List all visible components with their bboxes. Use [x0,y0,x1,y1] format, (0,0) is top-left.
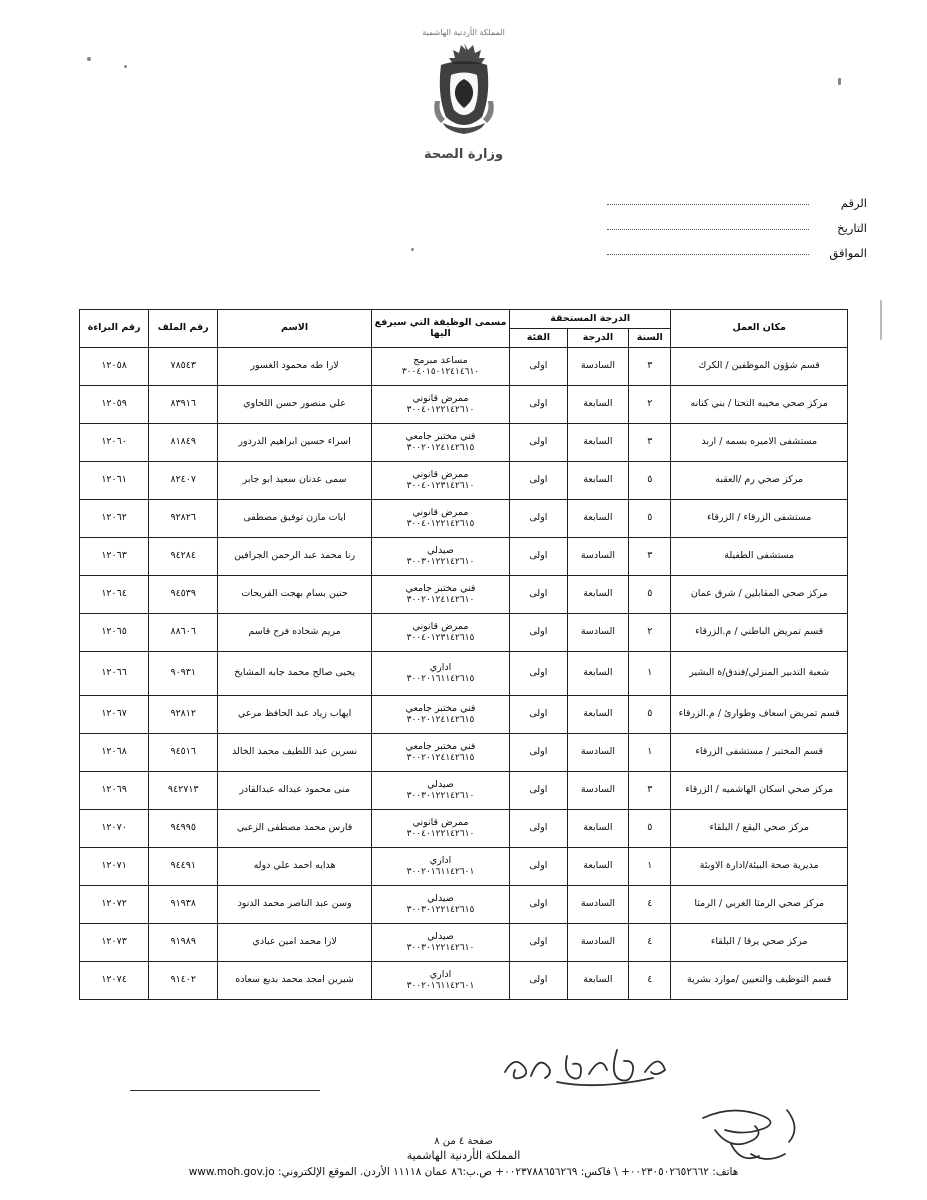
cell-job [371,385,509,423]
cell-name: ايات مازن توفيق مصطفى [218,499,372,537]
cell-job-code: ٣٠٠٢٠١٦١١٤٢٦٠١ [406,866,475,877]
table-row [80,499,848,537]
cell-decree: ١٢٠٦٥ [80,613,149,651]
cell-file: ٧٨٥٤٣ [149,347,218,385]
reference-line-date [607,221,867,235]
cell-year: ٣ [629,771,671,809]
cell-category: اولى [510,537,568,575]
contact-line [0,1166,927,1178]
cell-job-title: صيدلي [427,930,454,942]
cell-grade: السابعة [567,461,628,499]
cell-job-title: اداري [429,854,452,866]
cell-place: مركز صحي اسكان الهاشميه / الزرقاء [671,771,848,809]
emblem-caption: المملكة الأردنية الهاشمية [422,28,505,37]
cell-place: قسم التوظيف والتعيين /موارد بشرية [671,961,848,999]
cell-name: حنين بسام بهجت الفريحات [218,575,372,613]
cell-year: ٣ [629,537,671,575]
cell-place: مديرية صحة البيئة/ادارة الاوبئة [671,847,848,885]
cell-decree: ١٢٠٥٨ [80,347,149,385]
footer-separator [130,1090,320,1091]
cell-place: قسم تمريض اسعاف وطوارئ / م.الزرقاء [671,695,848,733]
cell-grade: السابعة [567,385,628,423]
cell-place: مركز صحي المقابلين / شرق عمان [671,575,848,613]
cell-category: اولى [510,847,568,885]
reference-label: الرقم [840,196,867,210]
cell-category: اولى [510,923,568,961]
cell-category: اولى [510,499,568,537]
cell-name: لارا محمد امين عبادي [218,923,372,961]
cell-name: سمى عدنان سعيد ابو جابر [218,461,372,499]
reference-lines [607,196,867,271]
table-row [80,771,848,809]
cell-place: مستشفى الزرقاء / الزرقاء [671,499,848,537]
reference-label: المواقق [829,246,867,260]
cell-job-title: اداري [429,661,452,673]
cell-place: مركز صحي الرمثا الغربي / الرمثا [671,885,848,923]
cell-name: لارا طه محمود الغسور [218,347,372,385]
cell-job [371,651,509,695]
reference-label: التاريخ [837,221,867,235]
cell-file: ٩٤٤٩١ [149,847,218,885]
cell-job-title: ممرض قانوني [412,392,469,404]
cell-job [371,809,509,847]
cell-decree: ١٢٠٧٢ [80,885,149,923]
cell-year: ١ [629,651,671,695]
cell-name: منى محمود عبداله عبدالقادر [218,771,372,809]
cell-place: مركز صحي رم /العقبه [671,461,848,499]
document-header [0,28,927,162]
cell-year: ٣ [629,423,671,461]
cell-job-code: ٣٠٠٤٠١٢٢١٤٢٦١٠ [406,404,475,415]
cell-place: قسم المختبر / مستشفى الزرقاء [671,733,848,771]
cell-name: شيرين امجد محمد بديع سعاده [218,961,372,999]
cell-file: ٩٤٥١٦ [149,733,218,771]
cell-file: ٨٣٩١٦ [149,385,218,423]
cell-file: ٩١٩٣٨ [149,885,218,923]
cell-job-code: ٣٠٠٤٠١٢٣١٤٢٦١٥ [406,632,475,643]
dotted-fill [607,244,809,255]
cell-job-title: صيدلي [427,544,454,556]
cell-job [371,537,509,575]
cell-file: ٩٢٨١٢ [149,695,218,733]
cell-job-title: فني مختبر جامعي [405,740,476,752]
cell-job [371,499,509,537]
cell-decree: ١٢٠٦٤ [80,575,149,613]
cell-category: اولى [510,885,568,923]
cell-job-title: فني مختبر جامعي [405,702,476,714]
promotions-table [79,309,848,1000]
cell-name: ايهاب زياد عبد الحافظ مرعي [218,695,372,733]
cell-file: ٩١٩٨٩ [149,923,218,961]
table-row [80,733,848,771]
cell-grade: السابعة [567,651,628,695]
cell-file: ٩١٤٠٢ [149,961,218,999]
cell-year: ٢ [629,385,671,423]
cell-job [371,885,509,923]
cell-grade: السادسة [567,771,628,809]
cell-grade: السابعة [567,961,628,999]
cell-year: ٥ [629,809,671,847]
header-year: السنة [629,328,671,347]
header-decree-number: رقم البراءة [80,310,149,348]
page-number: صفحة ٤ من ٨ [434,1136,493,1147]
dotted-fill [607,194,809,205]
cell-decree: ١٢٠٦٧ [80,695,149,733]
cell-year: ١ [629,847,671,885]
cell-place: قسم تمريض الباطني / م.الزرقاء [671,613,848,651]
cell-name: علي منصور حسن اللحاوي [218,385,372,423]
cell-job-title: مساعد مبرمج [413,354,468,366]
table-row [80,651,848,695]
ministry-name: وزارة الصحة [423,147,504,162]
cell-job-code: ٣٠٠٢٠١٢٤١٤٢٦١٥ [406,442,475,453]
cell-job-title: صيدلي [427,892,454,904]
cell-job-title: ممرض قانوني [412,620,469,632]
cell-file: ٩٤٩٩٥ [149,809,218,847]
cell-job [371,613,509,651]
header-grade-group: الدرجة المستحقة [510,310,671,329]
cell-decree: ١٢٠٥٩ [80,385,149,423]
cell-place: مركز صحي اليقع / البلقاء [671,809,848,847]
cell-category: اولى [510,613,568,651]
cell-job [371,695,509,733]
cell-job-title: ممرض قانوني [412,816,469,828]
cell-year: ٤ [629,961,671,999]
cell-job-code: ٣٠٠٢٠١٢٤١٤٢٦١٠ [406,594,475,605]
cell-decree: ١٢٠٧٣ [80,923,149,961]
cell-decree: ١٢٠٦٠ [80,423,149,461]
handwritten-signature-middle [497,1042,697,1098]
cell-job [371,461,509,499]
cell-job [371,771,509,809]
table-row [80,847,848,885]
cell-place: مركز صحي يرقا / البلقاء [671,923,848,961]
cell-grade: السابعة [567,847,628,885]
cell-name: يحيى صالح محمد جابه المشايخ [218,651,372,695]
cell-category: اولى [510,651,568,695]
header-category: الفئة [510,328,568,347]
table-row [80,961,848,999]
table-row [80,809,848,847]
cell-year: ٢ [629,613,671,651]
cell-file: ٨٢٤٠٧ [149,461,218,499]
kingdom-name: المملكة الأردنية الهاشمية [406,1149,521,1162]
cell-place: قسم شؤون الموظفين / الكرك [671,347,848,385]
cell-year: ٣ [629,347,671,385]
cell-job [371,423,509,461]
cell-grade: السابعة [567,499,628,537]
table-head [80,310,848,348]
cell-job-code: ٣٠٠٤٠١٢٢١٤٢٦١٥ [406,518,475,529]
cell-decree: ١٢٠٦٦ [80,651,149,695]
reference-line-corresponding [607,246,867,260]
cell-name: هدايه احمد علي دوله [218,847,372,885]
cell-job [371,733,509,771]
cell-file: ٩٠٩٣١ [149,651,218,695]
cell-category: اولى [510,733,568,771]
cell-decree: ١٢٠٦٨ [80,733,149,771]
cell-job-code: ٣٠٠٢٠١٦١١٤٢٦٠١ [406,980,475,991]
cell-category: اولى [510,423,568,461]
cell-job-code: ٣٠٠٣٠١٢٢١٤٢٦١٠ [406,556,475,567]
cell-job-title: صيدلي [427,778,454,790]
cell-category: اولى [510,461,568,499]
cell-job-title: ممرض قانوني [412,506,469,518]
cell-file: ٨١٨٤٩ [149,423,218,461]
table-row [80,423,848,461]
cell-name: وسن عبد الناصر محمد الدنود [218,885,372,923]
cell-place: مستشفى الطفيلة [671,537,848,575]
cell-place: مركز صحي مخيبه التحتا / بني كنانه [671,385,848,423]
header-grade: الدرجة [567,328,628,347]
table-row [80,537,848,575]
cell-grade: السابعة [567,809,628,847]
cell-job-code: ٣٠٠٣٠١٢٢١٤٢٦١٠ [406,942,475,953]
cell-name: مريم شحاده فرح قاسم [218,613,372,651]
cell-place: مستشفى الاميره بسمه / اربد [671,423,848,461]
cell-decree: ١٢٠٧٠ [80,809,149,847]
website-url[interactable]: www.moh.gov.jo [188,1166,275,1178]
cell-job-code: ٣٠٠٣٠١٢٢١٤٢٦١٥ [406,904,475,915]
cell-decree: ١٢٠٦٣ [80,537,149,575]
dotted-fill [607,219,809,230]
cell-decree: ١٢٠٧٤ [80,961,149,999]
cell-job [371,347,509,385]
cell-job-code: ٣٠٠٣٠١٢٢١٤٢٦١٠ [406,790,475,801]
cell-job-code: ٣٠٠٢٠١٢٤١٤٢٦١٥ [406,714,475,725]
cell-grade: السادسة [567,347,628,385]
cell-file: ٩٢٨٢٦ [149,499,218,537]
cell-file: ٩٤٥٣٩ [149,575,218,613]
header-name: الاسم [218,310,372,348]
table-row [80,923,848,961]
cell-category: اولى [510,961,568,999]
cell-category: اولى [510,771,568,809]
table-row [80,575,848,613]
cell-job-title: اداري [429,968,452,980]
cell-grade: السابعة [567,575,628,613]
cell-decree: ١٢٠٦١ [80,461,149,499]
cell-place: شعبة التدبير المنزلي/فندق/ة البشير [671,651,848,695]
cell-year: ٥ [629,499,671,537]
cell-category: اولى [510,695,568,733]
cell-year: ٤ [629,923,671,961]
cell-decree: ١٢٠٦٩ [80,771,149,809]
cell-name: رنا محمد عبد الرحمن الجرافين [218,537,372,575]
cell-job-title: ممرض قانوني [412,468,469,480]
header-job-title-main: مسمى الوظيفة التي سيرفع اليها [374,316,507,340]
cell-year: ٥ [629,695,671,733]
document-footer [0,1136,927,1178]
ink-mark [411,248,414,251]
cell-file: ٨٨٦٠٦ [149,613,218,651]
table-row [80,885,848,923]
cell-job-code: ٣٠٠٤٠١٥٠١٢٤١٤٦١٠ [401,366,480,377]
cell-decree: ١٢٠٦٢ [80,499,149,537]
cell-year: ١ [629,733,671,771]
cell-job [371,847,509,885]
cell-job-code: ٣٠٠٤٠١٢٣١٤٢٦١٠ [406,480,475,491]
cell-grade: السادسة [567,885,628,923]
table-row [80,461,848,499]
cell-job [371,923,509,961]
cell-grade: السادسة [567,613,628,651]
table-row [80,695,848,733]
cell-job-code: ٣٠٠٢٠١٦١١٤٢٦١٥ [406,673,475,684]
table-row [80,385,848,423]
cell-job [371,575,509,613]
header-place: مكان العمل [671,310,848,348]
cell-category: اولى [510,385,568,423]
cell-job-code: ٣٠٠٤٠١٢٢١٤٢٦١٠ [406,828,475,839]
cell-year: ٤ [629,885,671,923]
table-header-row-1 [80,310,848,329]
header-file-number: رقم الملف [149,310,218,348]
cell-job-code: ٣٠٠٢٠١٢٤١٤٢٦١٥ [406,752,475,763]
cell-name: فارس محمد مصطفى الزعبي [218,809,372,847]
cell-grade: السادسة [567,733,628,771]
cell-category: اولى [510,575,568,613]
cell-grade: السادسة [567,923,628,961]
cell-category: اولى [510,809,568,847]
cell-grade: السابعة [567,423,628,461]
table-body [80,347,848,999]
cell-category: اولى [510,347,568,385]
cell-job [371,961,509,999]
contact-text: هاتف: ٠٠٢٣٠٥٠٢٦٥٢٦٦٢+ \ فاكس: ٠٠٢٣٧٨٨٦٥٦٢٦٩+ ص.ب:٨٦ عمان ١١١١٨ الأردن. الموقع الإلكتروني: [278,1166,739,1178]
cell-grade: السابعة [567,695,628,733]
cell-grade: السادسة [567,537,628,575]
reference-line-number [607,196,867,210]
header-job-title [371,310,509,348]
cell-year: ٥ [629,461,671,499]
cell-year: ٥ [629,575,671,613]
cell-job-title: فني مختبر جامعي [405,430,476,442]
cell-name: اسراء حسين ابراهيم الدردور [218,423,372,461]
jordan-coat-of-arms-icon [431,39,497,143]
table-row [80,347,848,385]
promotions-table-wrapper [79,309,848,1000]
cell-name: نسرين عبد اللطيف محمد الخالد [218,733,372,771]
ink-mark [880,300,882,340]
cell-decree: ١٢٠٧١ [80,847,149,885]
table-row [80,613,848,651]
cell-file: ٩٤٢٧١٣ [149,771,218,809]
cell-job-title: فني مختبر جامعي [405,582,476,594]
cell-file: ٩٤٢٨٤ [149,537,218,575]
